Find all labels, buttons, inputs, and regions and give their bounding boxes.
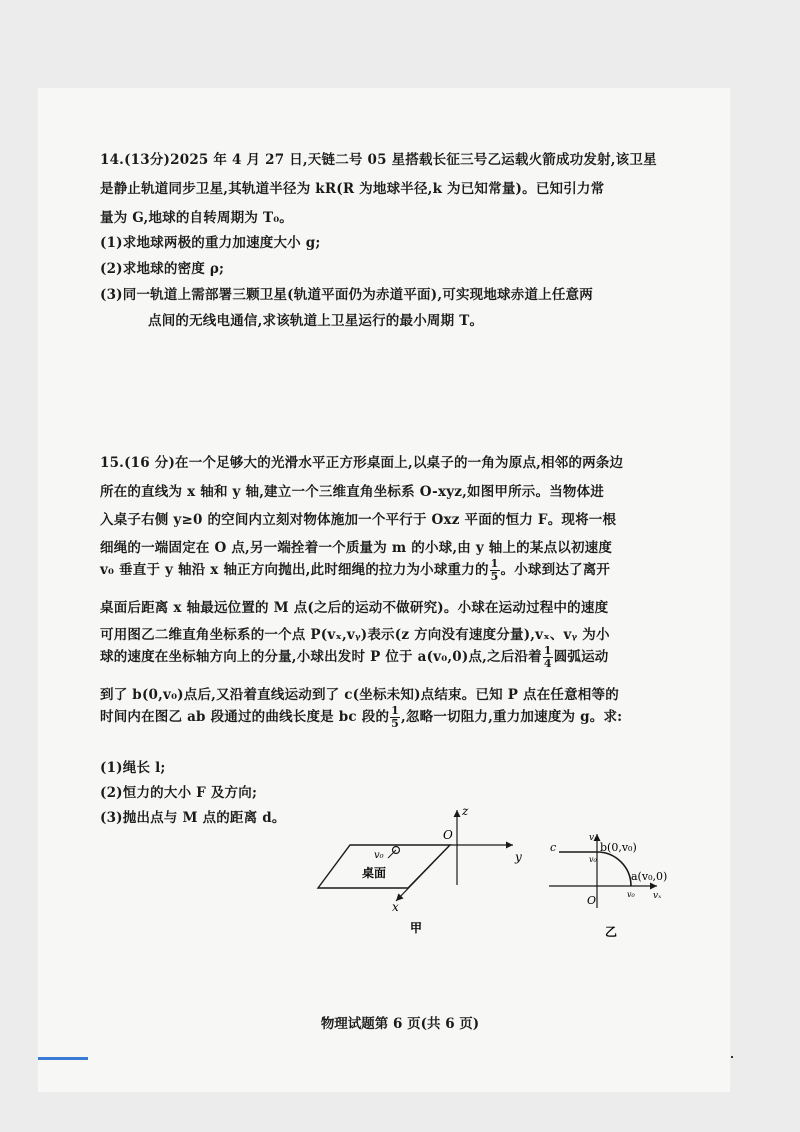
- label-v0: v₀: [374, 850, 384, 861]
- arc-ab: [597, 852, 631, 886]
- q15-line-5: [100, 558, 610, 583]
- fraction-one-quarter: $\frac{1}{4}$: [543, 644, 552, 670]
- label-v0-x: v₀: [627, 890, 635, 899]
- q15-line-3: 入桌子右侧 y≥0 的空间内立刻对物体施加一个平行于 Oxz 平面的恒力 F。现将一根: [100, 512, 617, 528]
- label-y: y: [515, 850, 522, 864]
- q14-line-2: 是静止轨道同步卫星,其轨道半径为 kR(R 为地球半径,k 为已知常量)。已知引力常: [100, 181, 605, 197]
- q15-line-6: 桌面后距离 x 轴最远位置的 M 点(之后的运动不做研究)。小球在运动过程中的速度: [100, 600, 609, 616]
- label-vx: vₓ: [653, 891, 662, 901]
- label-origin: O: [443, 828, 453, 842]
- q15-line-8-b: 圆弧运动: [553, 649, 609, 665]
- q15-line-5-a: v₀ 垂直于 y 轴沿 x 轴正方向抛出,此时细绳的拉力为小球重力的: [100, 562, 489, 578]
- q15-line-10: [100, 705, 622, 730]
- page-footer: 物理试题第 6 页(共 6 页): [320, 1016, 480, 1032]
- figure-yi: [545, 828, 685, 943]
- q14-sub-3-cont: 点间的无线电通信,求该轨道上卫星运行的最小周期 T。: [148, 313, 484, 329]
- fraction-one-fifth: $\frac{1}{5}$: [490, 557, 499, 583]
- q14-sub-3: (3)同一轨道上需部署三颗卫星(轨道平面仍为赤道平面),可实现地球赤道上任意两: [100, 287, 593, 303]
- label-x: x: [392, 900, 399, 914]
- label-b: b(0,v₀): [600, 841, 637, 854]
- q15-line-9: 到了 b(0,v₀)点后,又沿着直线运动到了 c(坐标未知)点结束。已知 P 点在任意相等的: [100, 687, 619, 703]
- label-origin-yi: O: [587, 894, 597, 907]
- q15-line-5-b: 。小球到达了离开: [500, 562, 611, 578]
- q15-sub-1: (1)绳长 l;: [100, 760, 166, 776]
- q15-line-8-a: 球的速度在坐标轴方向上的分量,小球出发时 P 位于 a(v₀,0)点,之后沿着: [100, 649, 542, 665]
- q15-line-7: 可用图乙二维直角坐标系的一个点 P(vₓ,vᵧ)表示(z 方向没有速度分量),vₓ、vᵧ 为小: [100, 627, 610, 643]
- q14-sub-2: (2)求地球的密度 ρ;: [100, 261, 225, 277]
- q15-line-2: 所在的直线为 x 轴和 y 轴,建立一个三维直角坐标系 O-xyz,如图甲所示。当物体进: [100, 484, 605, 500]
- label-c: c: [550, 841, 557, 854]
- figure-jia: [300, 795, 540, 945]
- caption-jia: 甲: [410, 921, 423, 935]
- label-table: 桌面: [362, 866, 387, 880]
- q14-line-1: 14.(13分)2025 年 4 月 27 日,天链二号 05 星搭载长征三号乙运载火箭成功发射,该卫星: [100, 152, 657, 168]
- q14-sub-1: (1)求地球两极的重力加速度大小 g;: [100, 235, 321, 251]
- label-a: a(v₀,0): [631, 870, 668, 883]
- q15-line-10-b: ,忽略一切阻力,重力加速度为 g。求:: [401, 709, 623, 725]
- velocity-arrow: [388, 850, 396, 858]
- q15-line-1: 15.(16 分)在一个足够大的光滑水平正方形桌面上,以桌子的一角为原点,相邻的两条边: [100, 455, 624, 471]
- page-dot: [731, 1056, 733, 1058]
- q15-sub-3: (3)抛出点与 M 点的距离 d。: [100, 810, 286, 826]
- q15-line-4: 细绳的一端固定在 O 点,另一端拴着一个质量为 m 的小球,由 y 轴上的某点以初速度: [100, 540, 613, 556]
- x-axis: [396, 845, 450, 901]
- q15-line-8: [100, 645, 609, 670]
- label-vy: vᵧ: [589, 833, 598, 843]
- blue-underline: [38, 1057, 88, 1060]
- q15-line-10-a: 时间内在图乙 ab 段通过的曲线长度是 bc 段的: [100, 709, 390, 725]
- q14-line-3: 量为 G,地球的自转周期为 T₀。: [100, 210, 294, 226]
- q15-sub-2: (2)恒力的大小 F 及方向;: [100, 785, 258, 801]
- label-v0-y: v₀: [589, 855, 597, 864]
- caption-yi: 乙: [605, 925, 618, 939]
- fraction-one-fifth-2: $\frac{1}{5}$: [391, 704, 400, 730]
- label-z: z: [462, 804, 469, 818]
